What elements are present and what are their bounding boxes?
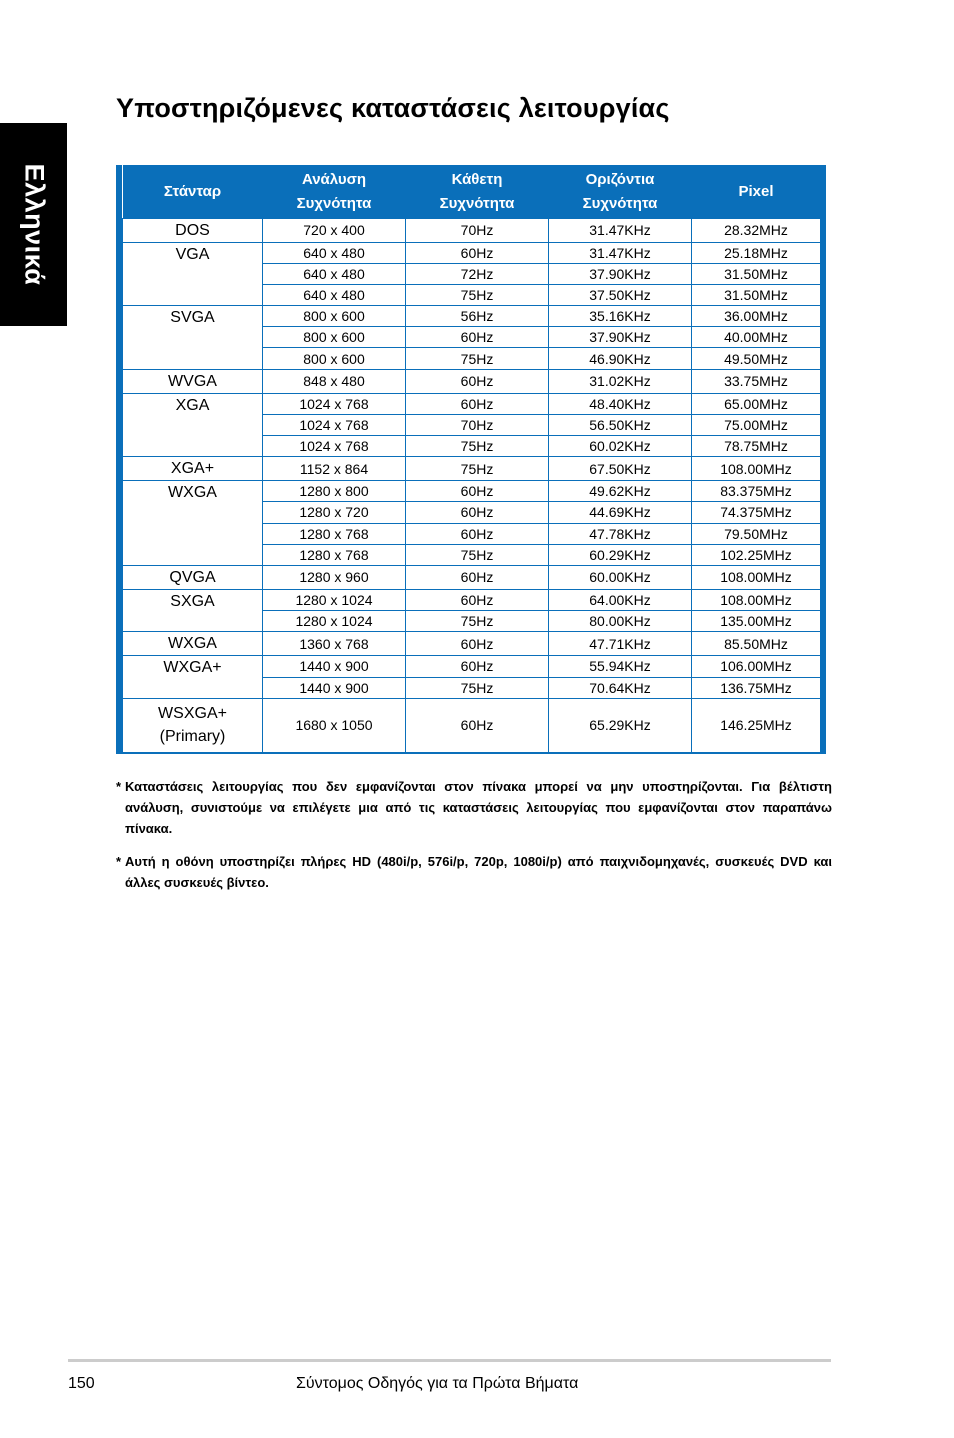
standard-label: SVGA (170, 309, 215, 327)
cell-horizontal-frequency: 37.90KHz (549, 263, 692, 284)
cell-vertical-frequency: 56Hz (406, 306, 549, 327)
standard-label: SXGA (170, 592, 215, 610)
cell-resolution: 800 x 600 (263, 348, 406, 369)
cell-vertical-frequency: 60Hz (406, 632, 549, 656)
cell-horizontal-frequency: 47.71KHz (549, 632, 692, 656)
cell-vertical-frequency: 60Hz (406, 502, 549, 523)
header-line: Κάθετη (451, 171, 503, 189)
cell-resolution: 1280 x 1024 (263, 589, 406, 610)
cell-resolution: 1360 x 768 (263, 632, 406, 656)
header-line: Pixel (738, 183, 774, 201)
cell-vertical-frequency: 60Hz (406, 589, 549, 610)
cell-vertical-frequency: 60Hz (406, 369, 549, 393)
cell-resolution: 1280 x 800 (263, 481, 406, 502)
cell-resolution: 720 x 400 (263, 218, 406, 242)
footnote-asterisk: * (116, 854, 122, 869)
footer-divider (68, 1359, 831, 1362)
cell-horizontal-frequency: 70.64KHz (549, 677, 692, 698)
footnote-text: Καταστάσεις λειτουργίας που δεν εμφανίζονται στον πίνακα μπορεί να μην υποστηρίζονται. Για βέλτιστη ανάλυση, συνιστούμε να επιλέγετε μια από τις καταστάσεις λειτουργίας που εμφανίζονται στον παραπάνω πίνακα. (125, 779, 832, 836)
table-row (123, 481, 821, 502)
standard-label: (Primary) (159, 728, 226, 746)
cell-pixel-clock: 28.32MHz (692, 218, 821, 242)
standard-label: VGA (175, 245, 210, 263)
cell-vertical-frequency: 70Hz (406, 414, 549, 435)
cell-standard (123, 369, 263, 393)
cell-vertical-frequency: 75Hz (406, 611, 549, 632)
cell-horizontal-frequency: 31.02KHz (549, 369, 692, 393)
cell-resolution: 1440 x 900 (263, 677, 406, 698)
cell-horizontal-frequency: 67.50KHz (549, 457, 692, 481)
header-line: Στάνταρ (163, 183, 222, 201)
cell-vertical-frequency: 70Hz (406, 218, 549, 242)
cell-vertical-frequency: 60Hz (406, 327, 549, 348)
header-line: Συχνότητα (582, 195, 658, 213)
footnote-unsupported-modes (116, 776, 832, 839)
cell-resolution: 1024 x 768 (263, 393, 406, 414)
cell-vertical-frequency: 75Hz (406, 457, 549, 481)
cell-resolution: 640 x 480 (263, 263, 406, 284)
cell-vertical-frequency: 60Hz (406, 481, 549, 502)
display-modes-table-frame (116, 165, 826, 754)
header-pixel (692, 165, 821, 218)
cell-pixel-clock: 79.50MHz (692, 523, 821, 544)
cell-horizontal-frequency: 49.62KHz (549, 481, 692, 502)
cell-horizontal-frequency: 64.00KHz (549, 589, 692, 610)
cell-vertical-frequency: 75Hz (406, 436, 549, 457)
table-row (123, 218, 821, 242)
table-row (123, 369, 821, 393)
cell-pixel-clock: 36.00MHz (692, 306, 821, 327)
table-row (123, 589, 821, 610)
table-row (123, 393, 821, 414)
cell-resolution: 1280 x 768 (263, 544, 406, 565)
cell-pixel-clock: 108.00MHz (692, 457, 821, 481)
cell-pixel-clock: 146.25MHz (692, 698, 821, 752)
table-row (123, 242, 821, 263)
header-vertical-frequency (406, 165, 549, 218)
footer-document-title: Σύντομος Οδηγός για τα Πρώτα Βήματα (296, 1375, 579, 1392)
cell-standard (123, 393, 263, 457)
cell-standard (123, 589, 263, 631)
cell-pixel-clock: 106.00MHz (692, 656, 821, 677)
cell-vertical-frequency: 75Hz (406, 677, 549, 698)
standard-label: QVGA (169, 568, 216, 586)
cell-pixel-clock: 75.00MHz (692, 414, 821, 435)
page-number: 150 (68, 1375, 95, 1392)
cell-horizontal-frequency: 37.90KHz (549, 327, 692, 348)
table-header-row (123, 165, 821, 218)
cell-resolution: 640 x 480 (263, 284, 406, 305)
cell-pixel-clock: 49.50MHz (692, 348, 821, 369)
cell-horizontal-frequency: 44.69KHz (549, 502, 692, 523)
cell-pixel-clock: 74.375MHz (692, 502, 821, 523)
cell-standard (123, 632, 263, 656)
language-tab (0, 123, 67, 326)
cell-horizontal-frequency: 60.02KHz (549, 436, 692, 457)
cell-resolution: 1152 x 864 (263, 457, 406, 481)
cell-horizontal-frequency: 60.29KHz (549, 544, 692, 565)
cell-horizontal-frequency: 60.00KHz (549, 565, 692, 589)
cell-resolution: 800 x 600 (263, 327, 406, 348)
cell-pixel-clock: 25.18MHz (692, 242, 821, 263)
cell-vertical-frequency: 60Hz (406, 393, 549, 414)
cell-pixel-clock: 31.50MHz (692, 263, 821, 284)
cell-horizontal-frequency: 56.50KHz (549, 414, 692, 435)
standard-label: WSXGA+ (158, 705, 227, 723)
table-body (123, 218, 821, 752)
cell-standard (123, 698, 263, 752)
header-standard (123, 165, 263, 218)
cell-standard (123, 457, 263, 481)
cell-vertical-frequency: 60Hz (406, 656, 549, 677)
cell-standard (123, 218, 263, 242)
cell-horizontal-frequency: 46.90KHz (549, 348, 692, 369)
table-row (123, 306, 821, 327)
standard-label: XGA (175, 396, 210, 414)
header-line: Συχνότητα (296, 195, 372, 213)
standard-label: WXGA (168, 484, 217, 502)
language-tab-label: Ελληνικά (19, 163, 49, 286)
cell-horizontal-frequency: 47.78KHz (549, 523, 692, 544)
cell-standard (123, 656, 263, 698)
cell-pixel-clock: 33.75MHz (692, 369, 821, 393)
cell-resolution: 800 x 600 (263, 306, 406, 327)
cell-vertical-frequency: 75Hz (406, 284, 549, 305)
cell-pixel-clock: 78.75MHz (692, 436, 821, 457)
cell-horizontal-frequency: 35.16KHz (549, 306, 692, 327)
cell-resolution: 640 x 480 (263, 242, 406, 263)
cell-standard (123, 565, 263, 589)
cell-pixel-clock: 31.50MHz (692, 284, 821, 305)
cell-horizontal-frequency: 37.50KHz (549, 284, 692, 305)
cell-vertical-frequency: 75Hz (406, 544, 549, 565)
cell-vertical-frequency: 60Hz (406, 698, 549, 752)
cell-standard (123, 481, 263, 566)
cell-pixel-clock: 83.375MHz (692, 481, 821, 502)
cell-horizontal-frequency: 31.47KHz (549, 218, 692, 242)
standard-label: WVGA (168, 372, 217, 390)
standard-label: WXGA (168, 635, 217, 653)
header-horizontal-frequency (549, 165, 692, 218)
cell-vertical-frequency: 60Hz (406, 523, 549, 544)
cell-pixel-clock: 102.25MHz (692, 544, 821, 565)
standard-label: DOS (175, 221, 210, 239)
table-header (123, 165, 821, 218)
header-line: Ανάλυση (301, 171, 367, 189)
header-line: Οριζόντια (585, 171, 655, 189)
cell-standard (123, 242, 263, 306)
cell-resolution: 1280 x 768 (263, 523, 406, 544)
cell-horizontal-frequency: 31.47KHz (549, 242, 692, 263)
cell-pixel-clock: 108.00MHz (692, 565, 821, 589)
cell-resolution: 1280 x 960 (263, 565, 406, 589)
cell-vertical-frequency: 60Hz (406, 242, 549, 263)
cell-pixel-clock: 136.75MHz (692, 677, 821, 698)
table-row (123, 457, 821, 481)
table-row (123, 565, 821, 589)
cell-vertical-frequency: 60Hz (406, 565, 549, 589)
cell-standard (123, 306, 263, 370)
cell-pixel-clock: 40.00MHz (692, 327, 821, 348)
header-line: Συχνότητα (439, 195, 515, 213)
table-row (123, 698, 821, 752)
cell-resolution: 1024 x 768 (263, 414, 406, 435)
cell-resolution: 1280 x 720 (263, 502, 406, 523)
cell-resolution: 848 x 480 (263, 369, 406, 393)
cell-pixel-clock: 135.00MHz (692, 611, 821, 632)
cell-vertical-frequency: 75Hz (406, 348, 549, 369)
table-row (123, 656, 821, 677)
header-resolution (263, 165, 406, 218)
cell-pixel-clock: 65.00MHz (692, 393, 821, 414)
cell-horizontal-frequency: 80.00KHz (549, 611, 692, 632)
table-row (123, 632, 821, 656)
cell-resolution: 1440 x 900 (263, 656, 406, 677)
cell-pixel-clock: 108.00MHz (692, 589, 821, 610)
footnote-full-hd (116, 851, 832, 893)
cell-horizontal-frequency: 65.29KHz (549, 698, 692, 752)
page-title: Υποστηριζόμενες καταστάσεις λειτουργίας (116, 93, 670, 123)
cell-resolution: 1024 x 768 (263, 436, 406, 457)
cell-pixel-clock: 85.50MHz (692, 632, 821, 656)
cell-vertical-frequency: 72Hz (406, 263, 549, 284)
display-modes-table (122, 165, 821, 753)
cell-horizontal-frequency: 48.40KHz (549, 393, 692, 414)
footnote-text: Αυτή η οθόνη υποστηρίζει πλήρες HD (480i/p, 576i/p, 720p, 1080i/p) από παιχνιδομηχανές, συσκευές DVD και άλλες συσκευές βίντεο. (125, 854, 832, 890)
standard-label: WXGA+ (163, 659, 222, 677)
footnote-asterisk: * (116, 779, 122, 794)
cell-resolution: 1280 x 1024 (263, 611, 406, 632)
standard-label: XGA+ (170, 460, 215, 478)
cell-resolution: 1680 x 1050 (263, 698, 406, 752)
cell-horizontal-frequency: 55.94KHz (549, 656, 692, 677)
